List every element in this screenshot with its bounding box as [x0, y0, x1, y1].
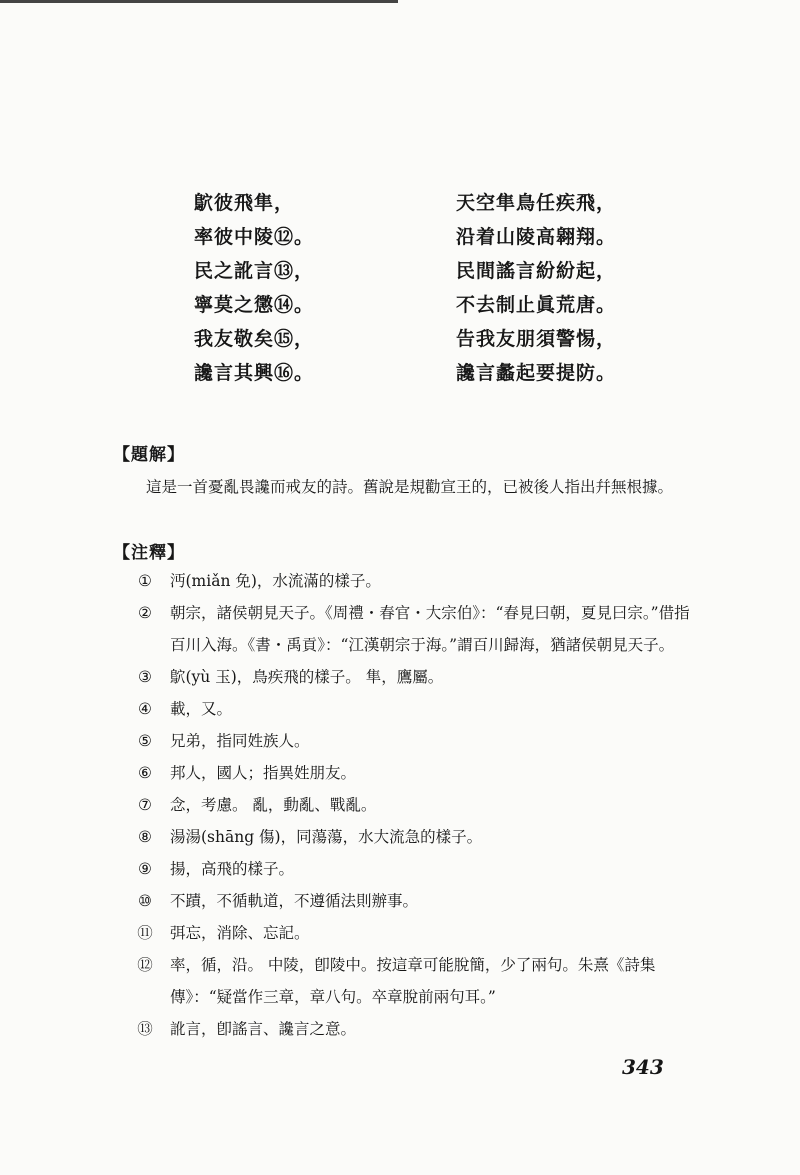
note-text: 率，循，沿。 中陵，卽陵中。按這章可能脫簡，少了兩句。朱熹《詩集傳》：“疑當作三章，章八句。卒章脫前兩句耳。”: [170, 956, 656, 1006]
poem-original-line: 讒言其興⑯。: [194, 362, 315, 384]
note-item: [113, 885, 693, 917]
poem-original-line: 鴥彼飛隼，: [194, 192, 295, 214]
poem-line: [194, 254, 624, 288]
section-heading-explanation: 【題解】: [113, 445, 185, 465]
note-text: 弭忘，消除、忘記。: [170, 924, 310, 942]
poem-translation-line: 民間謠言紛紛起，: [456, 260, 617, 282]
note-number: ⑬: [137, 1020, 153, 1038]
note-text: 朝宗，諸侯朝見天子。《周禮・春官・大宗伯》：“春見曰朝，夏見曰宗。”借指百川入海。《書・禹貢》：“江漢朝宗于海。”謂百川歸海，猶諸侯朝見天子。: [170, 604, 690, 654]
section-heading-notes: 【注釋】: [113, 543, 185, 563]
poem-translation-line: 天空隼鳥任疾飛，: [456, 192, 617, 214]
poem-original-line: 我友敬矣⑮，: [194, 328, 315, 350]
note-number: ⑤: [138, 732, 152, 750]
page-number: 343: [622, 1055, 664, 1079]
note-text: 湯湯(shāng 傷)，同蕩蕩，水大流急的樣子。: [170, 828, 483, 846]
poem-line: [194, 220, 624, 254]
note-text: 訛言，卽謠言、讒言之意。: [170, 1020, 357, 1038]
note-item: [113, 661, 693, 693]
notes-list: [113, 565, 693, 1045]
note-number: ①: [138, 572, 152, 590]
note-item: [113, 565, 693, 597]
poem-original-line: 民之訛言⑬，: [194, 260, 315, 282]
note-item: [113, 853, 693, 885]
note-number: ②: [138, 604, 152, 622]
note-number: ⑪: [137, 924, 153, 942]
note-item: [113, 693, 693, 725]
poem-line: [194, 322, 624, 356]
poem-line: [194, 186, 624, 220]
top-rule: [0, 0, 398, 3]
note-text: 揚，高飛的樣子。: [170, 860, 295, 878]
note-number: ⑫: [137, 956, 153, 974]
poem-original-line: 率彼中陵⑫。: [194, 226, 315, 248]
note-text: 兄弟，指同姓族人。: [170, 732, 310, 750]
poem-original-line: 寧莫之懲⑭。: [194, 294, 315, 316]
note-text: 載，又。: [170, 700, 233, 718]
poem-translation-line: 讒言蠡起要提防。: [456, 362, 617, 384]
note-number: ⑨: [138, 860, 152, 878]
note-item: [113, 917, 693, 949]
note-number: ⑦: [138, 796, 152, 814]
note-number: ⑧: [138, 828, 152, 846]
poem-line: [194, 288, 624, 322]
note-item: [113, 725, 693, 757]
note-item: [113, 949, 693, 1013]
note-number: ④: [138, 700, 152, 718]
note-text: 邦人，國人；指異姓朋友。: [170, 764, 357, 782]
note-number: ③: [138, 668, 152, 686]
poem-translation-line: 告我友朋須警惕，: [456, 328, 617, 350]
note-number: ⑥: [138, 764, 152, 782]
poem-translation-line: 不去制止眞荒唐。: [456, 294, 617, 316]
note-text: 不蹟，不循軌道，不遵循法則辦事。: [170, 892, 419, 910]
note-text: 鴥(yù 玉)，鳥疾飛的樣子。 隼，鷹屬。: [170, 668, 444, 686]
note-item: [113, 789, 693, 821]
poem-translation-line: 沿着山陵高翱翔。: [456, 226, 617, 248]
note-item: [113, 1013, 693, 1045]
note-item: [113, 821, 693, 853]
note-text: 沔(miǎn 免)，水流滿的樣子。: [170, 572, 381, 590]
intro-paragraph: 這是一首憂亂畏讒而戒友的詩。舊說是規勸宣王的，已被後人指出幷無根據。: [146, 478, 674, 496]
note-text: 念，考慮。 亂，動亂、戰亂。: [170, 796, 377, 814]
poem-block: [194, 186, 624, 390]
note-item: [113, 757, 693, 789]
poem-line: [194, 356, 624, 390]
note-item: [113, 597, 693, 661]
note-number: ⑩: [138, 892, 152, 910]
